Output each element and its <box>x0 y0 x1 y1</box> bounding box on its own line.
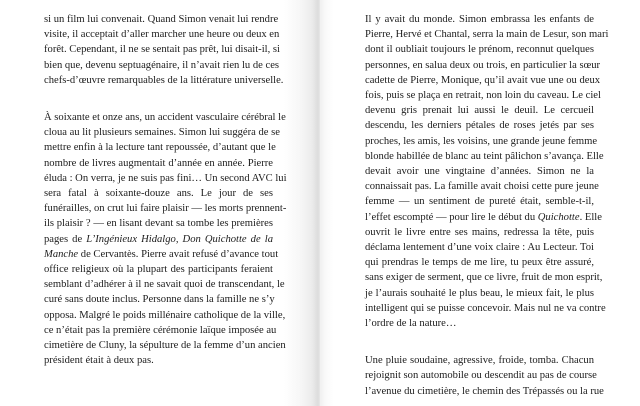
italic-title: Manche <box>44 248 79 260</box>
text-line: proches, les amis, les voisins, une grande jeune femme <box>365 135 598 147</box>
text-line: président était à deux pas. <box>44 355 154 367</box>
text-line: chefs-d’œuvre remarquables de la littérature universelle. <box>44 74 284 86</box>
text-line: dont il oubliait toujours le prénom, reconnut quelques <box>365 44 594 56</box>
text-line: opposa. Malgré le poids millénaire catholique de la ville, <box>44 309 286 321</box>
paragraph <box>44 12 284 88</box>
text-line: office religieux où la plupart des participants feraient <box>44 264 273 276</box>
text-line: nombre de livres augmentait d’année en année. Pierre <box>44 157 273 169</box>
text-line: ils plaisir ? — en lisant devant sa tombe les premières <box>44 218 273 230</box>
text-line: rejoignit son automobile ou descendit au pas de course <box>365 370 597 382</box>
text-line: ouvrit le livre entre ses mains, redressa la tête, puis <box>365 226 594 238</box>
text-line: Il y avait du monde. Simon embrassa les enfants de <box>365 14 594 25</box>
text-line <box>44 247 279 262</box>
text-line: À soixante et onze ans, un accident vasculaire cérébral le <box>44 112 286 124</box>
text-line: mettre enfin à la lecture tant repoussée, d’autant que le <box>44 142 276 154</box>
text-line: funérailles, on crut lui faire plaisir — les morts prennent- <box>44 203 287 215</box>
text-line: femme — un sentiment de pureté était, semble-t-il, <box>365 196 594 208</box>
text-line: sera fatal à soixante-douze ans. Le jour de ses <box>44 188 273 200</box>
text-line: je l’aurais souhaité le plus beau, le mieux fait, le plus <box>365 287 594 299</box>
text-line: si un film lui convenait. Quand Simon venait lui rendre <box>44 14 279 25</box>
italic-title: Quichotte <box>537 211 580 223</box>
text-line: bien que, devenu septuagénaire, il n’avait rien lu de ces <box>44 59 280 71</box>
text-line: qui prendras le temps de me lire, tu peux être assuré, <box>365 257 594 269</box>
text-line: curé sans doute inclus. Personne dans la famille ne s’y <box>44 294 275 306</box>
text-line: l’ordre de la nature… <box>365 318 457 330</box>
text-line: cadette de Pierre, Monique, qu’il avait vue une ou deux <box>365 74 601 86</box>
text-line: descendu, les derniers pétales de roses jetés par ses <box>365 120 594 132</box>
text-segment: . Elle <box>579 211 602 223</box>
text-segment: pages de <box>44 233 87 245</box>
text-segment: l’effet escompté — pour lire le début du <box>365 211 538 223</box>
text-line: connaissait pas. La famille avait choisi cette pure jeune <box>365 181 599 193</box>
text-line <box>44 232 273 247</box>
text-line: devait avoir une vingtaine d’années. Simon ne la <box>365 166 594 178</box>
text-line: personnes, en salua deux ou trois, en particulier la sœur <box>365 59 601 71</box>
text-segment: de Cervantès. Pierre avait refusé d’avance tout <box>78 248 279 260</box>
text-line: visite, il acceptait d’aller marcher une heure ou deux en <box>44 29 280 41</box>
right-page-text <box>365 0 609 399</box>
text-line: forêt. Cependant, il ne se sentait pas prêt, lui disait-il, si <box>44 44 280 56</box>
italic-title: L’Ingénieux Hidalgo, Don Quichotte de la <box>86 233 273 245</box>
text-line: sans exiger de serment, que ce livre, fruit de mon esprit, <box>365 272 603 284</box>
left-page-text <box>44 0 287 368</box>
text-line: cimetière de Cluny, la sépulture de la femme d’un ancien <box>44 340 286 352</box>
right-page[interactable] <box>320 0 640 406</box>
text-line: déclama lentement d’une voix claire : Au Lecteur. Toi <box>365 242 594 254</box>
text-line: l’avenue du cimetière, le chemin des Trépassés ou la rue <box>365 385 604 397</box>
text-line: éluda : On verra, je ne suis pas fini… Un second AVC lui <box>44 172 287 184</box>
text-line: cloua au lit plusieurs semaines. Simon lui suggéra de se <box>44 127 280 139</box>
text-line: ce n’était pas la première cérémonie laïque imposée au <box>44 324 277 336</box>
paragraph <box>365 12 609 331</box>
text-line: Une pluie soudaine, agressive, froide, tomba. Chacun <box>365 355 594 367</box>
text-line: semblant d’adhérer à il ne savait quoi de transcendant, le <box>44 279 285 291</box>
text-line: fois, puis se plaça en retrait, non loin du caveau. Le ciel <box>365 90 601 102</box>
text-line: blonde habillée de blanc au teint pâlichon s’avança. Elle <box>365 150 604 162</box>
text-line <box>365 210 602 225</box>
text-line: Pierre, Hervé et Chantal, serra la main de Lesur, son mari <box>365 29 609 41</box>
paragraph <box>44 110 287 368</box>
paragraph <box>365 353 604 399</box>
text-line: devenu gris prenait lui aussi le deuil. Le cercueil <box>365 105 594 117</box>
text-line: intelligent qui se puisse concevoir. Mais nul ne va contre <box>365 302 606 314</box>
